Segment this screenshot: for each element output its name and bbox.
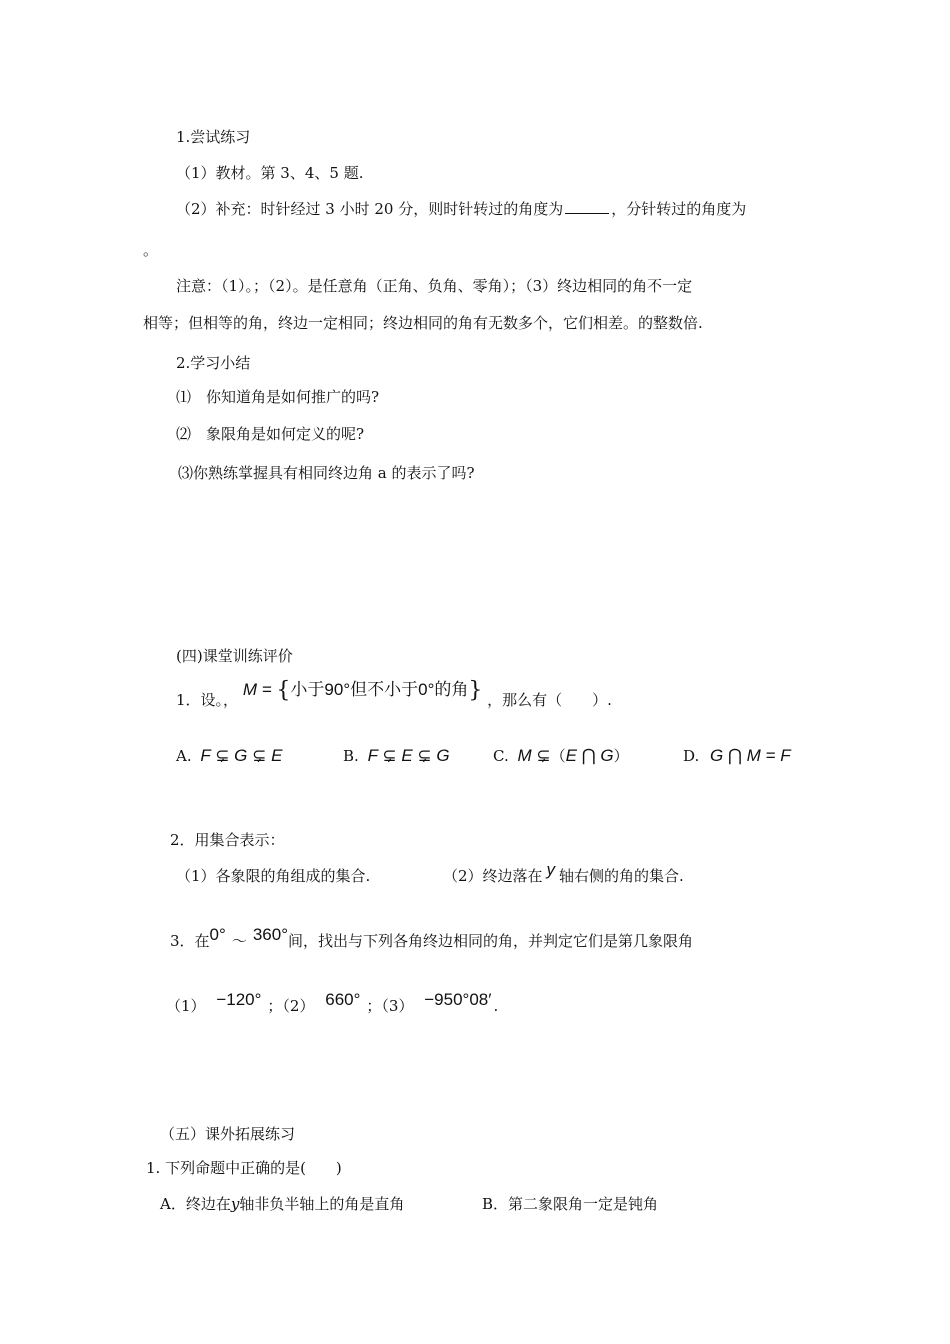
extension-option-a: A．终边在y轴非负半轴上的角是直角 <box>160 1195 405 1213</box>
section-2-title: 2.学习小结 <box>176 354 251 372</box>
option-c-expression: M ⊊ <box>517 746 551 765</box>
problem-2: 2．用集合表示： <box>170 831 285 849</box>
option-a-expression: F ⊊ G ⊊ E <box>200 746 283 765</box>
note-line-2: 相等；但相等的角，终边一定相同；终边相同的角有无数多个，它们相差。的整数倍. <box>143 314 703 332</box>
summary-question-3: ⑶你熟练掌握具有相同终边角 a 的表示了吗? <box>178 464 475 482</box>
extension-option-b: B．第二象限角一定是钝角 <box>482 1195 659 1213</box>
summary-question-2: ⑵ 象限角是如何定义的呢? <box>176 425 365 443</box>
problem-2-part-2: （2）终边落在 y 轴右侧的角的集合. <box>443 860 684 885</box>
option-b-expression: F ⊊ E ⊊ G <box>367 746 450 765</box>
option-a: A. F ⊊ G ⊊ E <box>176 746 283 765</box>
section-1-title: 1.尝试练习 <box>176 128 251 146</box>
note-line-1: 注意：（1）。；（2）。是任意角（正角、负角、零角）；（3）终边相同的角不一定 <box>176 277 693 295</box>
problem-3-angles: （1） −120° ；（2） 660° ；（3） −950°08′ . <box>166 990 499 1015</box>
option-d-expression: G ⋂ M = F <box>710 746 791 765</box>
answer-blank <box>565 199 609 214</box>
problem-1: 1．设。， M = {小于90°但不小于0°的角} ，那么有（ ）. <box>176 678 612 709</box>
exercise-textbook: （1）教材。第 3、4、5 题. <box>176 164 364 182</box>
option-c: C. M ⊊（E ⋂ G） <box>493 746 629 765</box>
summary-question-1: ⑴ 你知道角是如何推广的吗? <box>176 388 380 406</box>
exercise-supplement: （2）补充：时针经过 3 小时 20 分，则时针转过的角度为 ，分针转过的角度为 <box>176 200 747 218</box>
set-m-description: 小于90°但不小于0°的角 <box>290 680 469 699</box>
problem-3: 3．在0° ～ 360°间，找出与下列各角终边相同的角，并判定它们是第几象限角 <box>170 925 694 950</box>
set-m-symbol: M = <box>242 680 272 699</box>
problem-2-part-1: （1）各象限的角组成的集合. <box>176 867 371 885</box>
option-d: D. G ⋂ M = F <box>683 746 791 765</box>
exercise-supplement-end: 。 <box>143 241 159 259</box>
section-5-title: （五）课外拓展练习 <box>160 1125 296 1143</box>
extension-question-1: 1. 下列命题中正确的是( ) <box>146 1159 342 1177</box>
option-b: B. F ⊊ E ⊊ G <box>343 746 450 765</box>
section-4-title: (四)课堂训练评价 <box>176 647 293 665</box>
